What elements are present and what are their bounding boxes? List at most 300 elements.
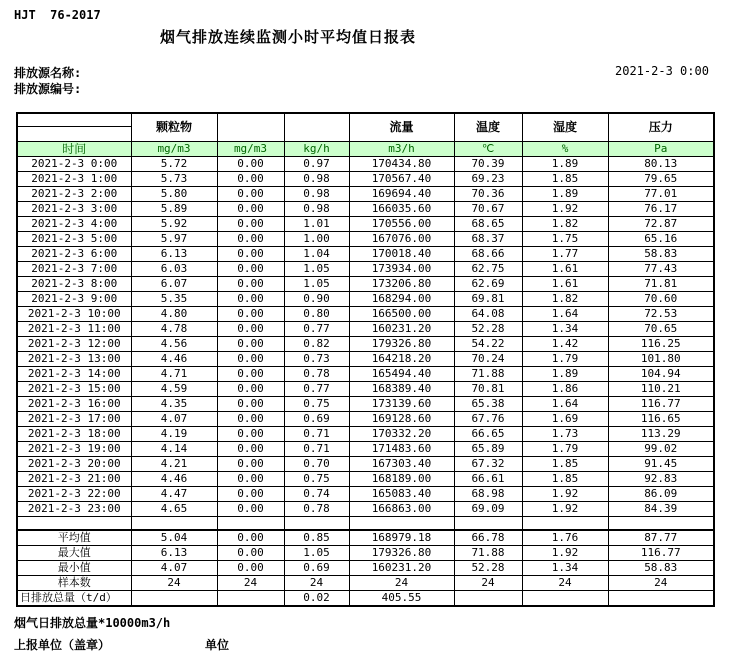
cell: 67.32: [454, 456, 522, 471]
unit-percent: %: [522, 141, 608, 156]
unit-m3-h: m3/h: [349, 141, 454, 156]
cell: 1.86: [522, 381, 608, 396]
cell: 168979.18: [349, 530, 454, 546]
cell: 0.00: [217, 396, 284, 411]
hourly-row: [17, 306, 714, 321]
cell: 0.00: [217, 456, 284, 471]
cell: 样本数: [17, 576, 131, 591]
cell: 0.00: [217, 201, 284, 216]
summary-row: [17, 576, 714, 591]
cell: 24: [608, 576, 714, 591]
cell: 62.75: [454, 261, 522, 276]
cell: 5.04: [131, 530, 217, 546]
standard-number: HJT 76-2017: [14, 8, 101, 22]
cell: 0.80: [284, 306, 349, 321]
cell: 2021-2-3 23:00: [17, 501, 131, 516]
hourly-row: [17, 486, 714, 501]
cell: 2021-2-3 6:00: [17, 246, 131, 261]
cell: 160231.20: [349, 561, 454, 576]
cell: 170332.20: [349, 426, 454, 441]
empty-cell: [284, 516, 349, 530]
cell: 24: [454, 576, 522, 591]
cell: 2021-2-3 9:00: [17, 291, 131, 306]
cell: 70.36: [454, 186, 522, 201]
cell: 170567.40: [349, 171, 454, 186]
cell: 0.00: [217, 501, 284, 516]
hourly-row: [17, 276, 714, 291]
empty-cell: [349, 516, 454, 530]
cell: 1.92: [522, 546, 608, 561]
cell: 84.39: [608, 501, 714, 516]
cell: 0.00: [217, 381, 284, 396]
cell: 0.00: [217, 486, 284, 501]
cell: 116.77: [608, 546, 714, 561]
corner-cell-top: [18, 114, 131, 127]
hourly-row: [17, 156, 714, 171]
source-code-label: 排放源编号:: [14, 82, 82, 96]
cell: 1.05: [284, 546, 349, 561]
empty-cell: [608, 516, 714, 530]
hourly-row: [17, 411, 714, 426]
cell: 69.09: [454, 501, 522, 516]
cell: 91.45: [608, 456, 714, 471]
cell: 80.13: [608, 156, 714, 171]
cell: 58.83: [608, 561, 714, 576]
cell: 1.79: [522, 351, 608, 366]
time-column-header: 时间: [17, 141, 131, 156]
cell: 110.21: [608, 381, 714, 396]
report-datetime: 2021-2-3 0:00: [615, 64, 709, 78]
cell: 2021-2-3 21:00: [17, 471, 131, 486]
cell: 0.69: [284, 411, 349, 426]
cell: 0.78: [284, 501, 349, 516]
cell: [217, 591, 284, 607]
cell: 5.89: [131, 201, 217, 216]
cell: 104.94: [608, 366, 714, 381]
hourly-row: [17, 186, 714, 201]
cell: 165494.40: [349, 366, 454, 381]
hourly-row: [17, 291, 714, 306]
cell: 1.92: [522, 201, 608, 216]
col-header-flow: 流量: [349, 113, 454, 141]
cell: 66.78: [454, 530, 522, 546]
corner-cell: [17, 113, 131, 141]
corner-cell-bottom: [18, 127, 131, 140]
cell: 0.70: [284, 456, 349, 471]
cell: 0.00: [217, 336, 284, 351]
cell: 24: [522, 576, 608, 591]
cell: 平均值: [17, 530, 131, 546]
cell: 166500.00: [349, 306, 454, 321]
cell: 173139.60: [349, 396, 454, 411]
hourly-row: [17, 351, 714, 366]
cell: 5.35: [131, 291, 217, 306]
cell: 0.00: [217, 321, 284, 336]
cell: 5.80: [131, 186, 217, 201]
cell: 0.00: [217, 276, 284, 291]
cell: 2021-2-3 20:00: [17, 456, 131, 471]
cell: 169694.40: [349, 186, 454, 201]
cell: 1.76: [522, 530, 608, 546]
hourly-row: [17, 501, 714, 516]
cell: [608, 591, 714, 607]
hourly-row: [17, 321, 714, 336]
report-unit-label: 上报单位（盖章）: [14, 638, 111, 652]
cell: 62.69: [454, 276, 522, 291]
cell: 1.85: [522, 456, 608, 471]
col-header-particulate: 颗粒物: [131, 113, 217, 141]
hourly-row: [17, 261, 714, 276]
cell: 0.00: [217, 441, 284, 456]
hourly-row: [17, 396, 714, 411]
hourly-row: [17, 216, 714, 231]
cell: 1.42: [522, 336, 608, 351]
cell: 99.02: [608, 441, 714, 456]
cell: 4.21: [131, 456, 217, 471]
hourly-row: [17, 231, 714, 246]
cell: 58.83: [608, 246, 714, 261]
cell: 0.02: [284, 591, 349, 607]
cell: 0.71: [284, 426, 349, 441]
cell: 86.09: [608, 486, 714, 501]
cell: 0.82: [284, 336, 349, 351]
cell: 1.79: [522, 441, 608, 456]
cell: 1.73: [522, 426, 608, 441]
cell: [522, 591, 608, 607]
cell: 4.35: [131, 396, 217, 411]
cell: 101.80: [608, 351, 714, 366]
cell: 79.65: [608, 171, 714, 186]
cell: 0.00: [217, 246, 284, 261]
cell: 64.08: [454, 306, 522, 321]
cell: 2021-2-3 8:00: [17, 276, 131, 291]
cell: 173934.00: [349, 261, 454, 276]
cell: 167076.00: [349, 231, 454, 246]
cell: 2021-2-3 16:00: [17, 396, 131, 411]
cell: 2021-2-3 4:00: [17, 216, 131, 231]
cell: 66.65: [454, 426, 522, 441]
cell: 5.92: [131, 216, 217, 231]
cell: 0.97: [284, 156, 349, 171]
cell: 2021-2-3 10:00: [17, 306, 131, 321]
unit-pa: Pa: [608, 141, 714, 156]
cell: 179326.80: [349, 546, 454, 561]
cell: 2021-2-3 17:00: [17, 411, 131, 426]
unit-celsius: ℃: [454, 141, 522, 156]
cell: 4.71: [131, 366, 217, 381]
cell: 68.37: [454, 231, 522, 246]
cell: 0.74: [284, 486, 349, 501]
cell: 24: [217, 576, 284, 591]
cell: 0.00: [217, 366, 284, 381]
cell: 116.25: [608, 336, 714, 351]
cell: 72.87: [608, 216, 714, 231]
cell: 0.69: [284, 561, 349, 576]
cell: 0.00: [217, 426, 284, 441]
cell: 6.13: [131, 246, 217, 261]
cell: 77.01: [608, 186, 714, 201]
cell: 0.78: [284, 366, 349, 381]
cell: 68.98: [454, 486, 522, 501]
cell: 0.00: [217, 291, 284, 306]
cell: 4.47: [131, 486, 217, 501]
report-table-wrap: [16, 112, 715, 607]
cell: 4.46: [131, 351, 217, 366]
cell: 1.82: [522, 216, 608, 231]
unit-mg-m3-2: mg/m3: [217, 141, 284, 156]
cell: 166035.60: [349, 201, 454, 216]
cell: 0.00: [217, 306, 284, 321]
cell: 0.00: [217, 530, 284, 546]
cell: 4.19: [131, 426, 217, 441]
col-header-humidity: 湿度: [522, 113, 608, 141]
empty-cell: [522, 516, 608, 530]
cell: 4.65: [131, 501, 217, 516]
cell: 0.00: [217, 351, 284, 366]
cell: 69.81: [454, 291, 522, 306]
cell: 1.92: [522, 486, 608, 501]
cell: 4.56: [131, 336, 217, 351]
table-header: [17, 113, 714, 156]
cell: 0.73: [284, 351, 349, 366]
cell: [454, 591, 522, 607]
col-header-pressure: 压力: [608, 113, 714, 141]
hourly-row: [17, 381, 714, 396]
cell: 87.77: [608, 530, 714, 546]
cell: 0.75: [284, 471, 349, 486]
summary-row: [17, 561, 714, 576]
cell: 0.77: [284, 321, 349, 336]
cell: 1.89: [522, 186, 608, 201]
hourly-row: [17, 426, 714, 441]
source-name-label: 排放源名称:: [14, 66, 82, 80]
cell: 1.82: [522, 291, 608, 306]
cell: 0.00: [217, 261, 284, 276]
cell: 0.77: [284, 381, 349, 396]
cell: 168294.00: [349, 291, 454, 306]
cell: 0.00: [217, 411, 284, 426]
cell: 1.89: [522, 156, 608, 171]
cell: 6.07: [131, 276, 217, 291]
hourly-row: [17, 336, 714, 351]
cell: 0.00: [217, 231, 284, 246]
cell: 1.05: [284, 261, 349, 276]
cell: 76.17: [608, 201, 714, 216]
hourly-row: [17, 366, 714, 381]
cell: 最小值: [17, 561, 131, 576]
cell: 5.72: [131, 156, 217, 171]
cell: 70.65: [608, 321, 714, 336]
spacer-row: [17, 516, 714, 530]
cell: 0.75: [284, 396, 349, 411]
cell: 405.55: [349, 591, 454, 607]
cell: 69.23: [454, 171, 522, 186]
cell: 1.64: [522, 396, 608, 411]
col-header-blank-1: [217, 113, 284, 141]
cell: 2021-2-3 22:00: [17, 486, 131, 501]
cell: 1.64: [522, 306, 608, 321]
cell: 160231.20: [349, 321, 454, 336]
cell: 169128.60: [349, 411, 454, 426]
cell: 0.00: [217, 156, 284, 171]
cell: 164218.20: [349, 351, 454, 366]
cell: 179326.80: [349, 336, 454, 351]
hourly-row: [17, 246, 714, 261]
cell: 0.00: [217, 186, 284, 201]
cell: 0.00: [217, 546, 284, 561]
cell: 171483.60: [349, 441, 454, 456]
cell: 170434.80: [349, 156, 454, 171]
cell: 65.38: [454, 396, 522, 411]
cell: 0.85: [284, 530, 349, 546]
cell: 4.46: [131, 471, 217, 486]
empty-cell: [131, 516, 217, 530]
cell: 1.92: [522, 501, 608, 516]
report-table: [16, 112, 715, 607]
cell: 173206.80: [349, 276, 454, 291]
cell: 92.83: [608, 471, 714, 486]
cell: 167303.40: [349, 456, 454, 471]
cell: 0.71: [284, 441, 349, 456]
cell: [131, 591, 217, 607]
summary-row: [17, 530, 714, 546]
empty-cell: [217, 516, 284, 530]
cell: 1.77: [522, 246, 608, 261]
cell: 70.39: [454, 156, 522, 171]
cell: 1.04: [284, 246, 349, 261]
group-header-row: [17, 113, 714, 141]
cell: 24: [349, 576, 454, 591]
cell: 67.76: [454, 411, 522, 426]
empty-cell: [17, 516, 131, 530]
cell: 日排放总量（t/d）: [17, 591, 131, 607]
cell: 54.22: [454, 336, 522, 351]
page-title: 烟气排放连续监测小时平均值日报表: [160, 28, 417, 46]
cell: 68.66: [454, 246, 522, 261]
cell: 1.75: [522, 231, 608, 246]
hourly-row: [17, 171, 714, 186]
cell: 168189.00: [349, 471, 454, 486]
cell: 2021-2-3 0:00: [17, 156, 131, 171]
cell: 70.60: [608, 291, 714, 306]
hourly-row: [17, 471, 714, 486]
cell: 0.98: [284, 201, 349, 216]
cell: 66.61: [454, 471, 522, 486]
cell: 168389.40: [349, 381, 454, 396]
unit-kg-h: kg/h: [284, 141, 349, 156]
cell: 1.34: [522, 561, 608, 576]
cell: 2021-2-3 3:00: [17, 201, 131, 216]
cell: 1.85: [522, 471, 608, 486]
cell: 4.07: [131, 411, 217, 426]
cell: 2021-2-3 13:00: [17, 351, 131, 366]
cell: 52.28: [454, 321, 522, 336]
hourly-rows: [17, 156, 714, 516]
cell: 1.61: [522, 276, 608, 291]
summary-row: [17, 591, 714, 607]
hourly-row: [17, 441, 714, 456]
cell: 1.34: [522, 321, 608, 336]
cell: 165083.40: [349, 486, 454, 501]
summary-row: [17, 546, 714, 561]
cell: 0.00: [217, 471, 284, 486]
cell: 71.88: [454, 366, 522, 381]
cell: 4.14: [131, 441, 217, 456]
cell: 70.24: [454, 351, 522, 366]
cell: 170018.40: [349, 246, 454, 261]
cell: 5.97: [131, 231, 217, 246]
unit-label: 单位: [205, 638, 230, 652]
cell: 0.00: [217, 216, 284, 231]
cell: 24: [131, 576, 217, 591]
summary-rows: [17, 530, 714, 606]
cell: 4.78: [131, 321, 217, 336]
cell: 1.61: [522, 261, 608, 276]
cell: 5.73: [131, 171, 217, 186]
cell: 6.13: [131, 546, 217, 561]
cell: 1.85: [522, 171, 608, 186]
cell: 116.65: [608, 411, 714, 426]
cell: 6.03: [131, 261, 217, 276]
cell: 1.01: [284, 216, 349, 231]
cell: 2021-2-3 11:00: [17, 321, 131, 336]
cell: 2021-2-3 15:00: [17, 381, 131, 396]
cell: 1.05: [284, 276, 349, 291]
cell: 1.89: [522, 366, 608, 381]
col-header-blank-2: [284, 113, 349, 141]
cell: 24: [284, 576, 349, 591]
cell: 166863.00: [349, 501, 454, 516]
col-header-temperature: 温度: [454, 113, 522, 141]
hourly-row: [17, 456, 714, 471]
cell: 0.00: [217, 171, 284, 186]
cell: 52.28: [454, 561, 522, 576]
cell: 2021-2-3 14:00: [17, 366, 131, 381]
cell: 2021-2-3 18:00: [17, 426, 131, 441]
cell: 68.65: [454, 216, 522, 231]
empty-cell: [454, 516, 522, 530]
cell: 71.81: [608, 276, 714, 291]
cell: 0.00: [217, 561, 284, 576]
cell: 65.89: [454, 441, 522, 456]
cell: 70.81: [454, 381, 522, 396]
cell: 4.59: [131, 381, 217, 396]
cell: 0.98: [284, 171, 349, 186]
cell: 0.90: [284, 291, 349, 306]
hourly-row: [17, 201, 714, 216]
footer-note: 烟气日排放总量*10000m3/h: [14, 616, 171, 630]
cell: 70.67: [454, 201, 522, 216]
cell: 4.80: [131, 306, 217, 321]
cell: 2021-2-3 1:00: [17, 171, 131, 186]
cell: 2021-2-3 19:00: [17, 441, 131, 456]
cell: 2021-2-3 2:00: [17, 186, 131, 201]
cell: 1.69: [522, 411, 608, 426]
cell: 170556.00: [349, 216, 454, 231]
cell: 113.29: [608, 426, 714, 441]
cell: 72.53: [608, 306, 714, 321]
spacer-section: [17, 516, 714, 530]
cell: 2021-2-3 12:00: [17, 336, 131, 351]
cell: 2021-2-3 7:00: [17, 261, 131, 276]
cell: 1.00: [284, 231, 349, 246]
cell: 65.16: [608, 231, 714, 246]
cell: 2021-2-3 5:00: [17, 231, 131, 246]
unit-header-row: [17, 141, 714, 156]
cell: 0.98: [284, 186, 349, 201]
cell: 77.43: [608, 261, 714, 276]
cell: 116.77: [608, 396, 714, 411]
